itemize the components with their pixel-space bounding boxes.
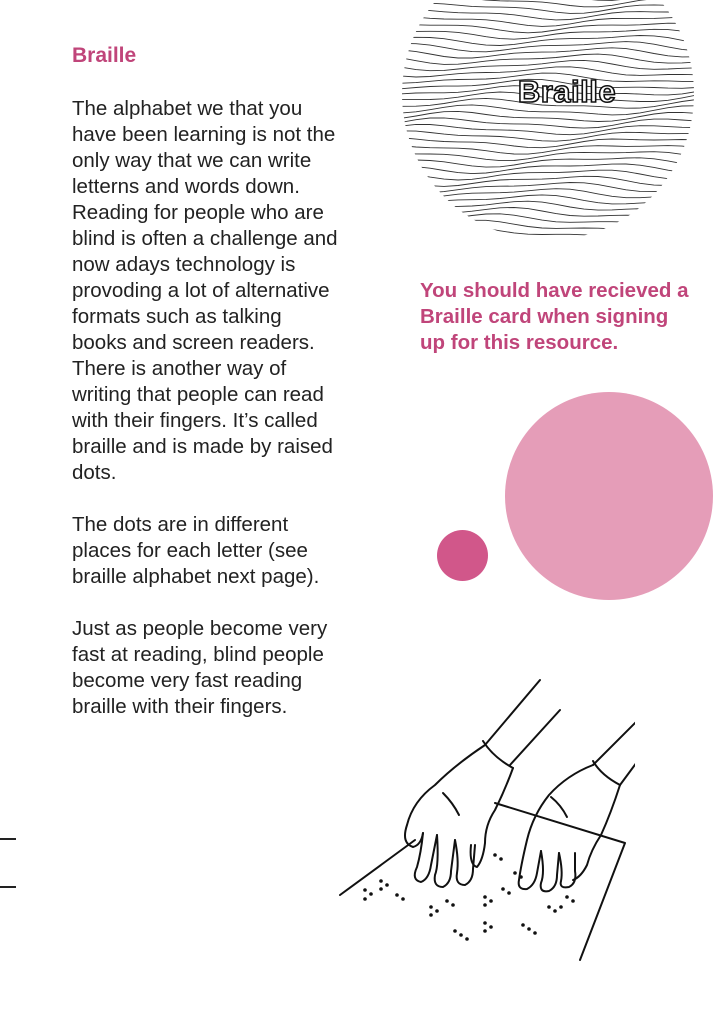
decorative-circle-large [505, 392, 713, 600]
wave-line [402, 42, 694, 52]
edge-mark-top [0, 838, 16, 840]
braille-badge [402, 0, 694, 236]
wave-line [402, 118, 694, 128]
edge-mark-bottom [0, 886, 16, 888]
badge-title: Braille [517, 74, 617, 109]
wave-line [402, 195, 694, 205]
paragraph-dots: The dots are in different places for each letter (see braille alphabet next page). [72, 513, 320, 588]
wave-line [402, 176, 694, 186]
paragraph-intro: The alphabet we that you have been learning is not the only way that we can write letterns and words down. Reading for people who are blind is often a challenge and now adays technology is provoding a lot of alternative formats such as talking books and screen readers. There is another way of writing that people can read with their fingers. It’s called braille and is made by raised dots. [72, 97, 338, 484]
wave-line [402, 111, 694, 121]
wave-line [402, 214, 694, 223]
hands-reading-braille-illustration [335, 675, 635, 965]
wavy-lines-circle [402, 0, 694, 236]
decorative-circle-small [437, 530, 488, 581]
wave-line [402, 152, 694, 161]
wave-line [402, 48, 694, 58]
wave-line [402, 208, 694, 217]
page-title: Braille [72, 44, 137, 67]
wave-line [402, 220, 694, 229]
wave-line [402, 201, 694, 210]
wave-line [402, 0, 694, 7]
callout-text: You should have recieved a Braille card when signing up for this resource. [420, 279, 689, 354]
paragraph-speed: Just as people become very fast at reading, blind people become very fast reading braille with their fingers. [72, 617, 328, 718]
wave-line [402, 183, 694, 193]
wave-line [402, 189, 694, 199]
body-text [72, 96, 342, 746]
